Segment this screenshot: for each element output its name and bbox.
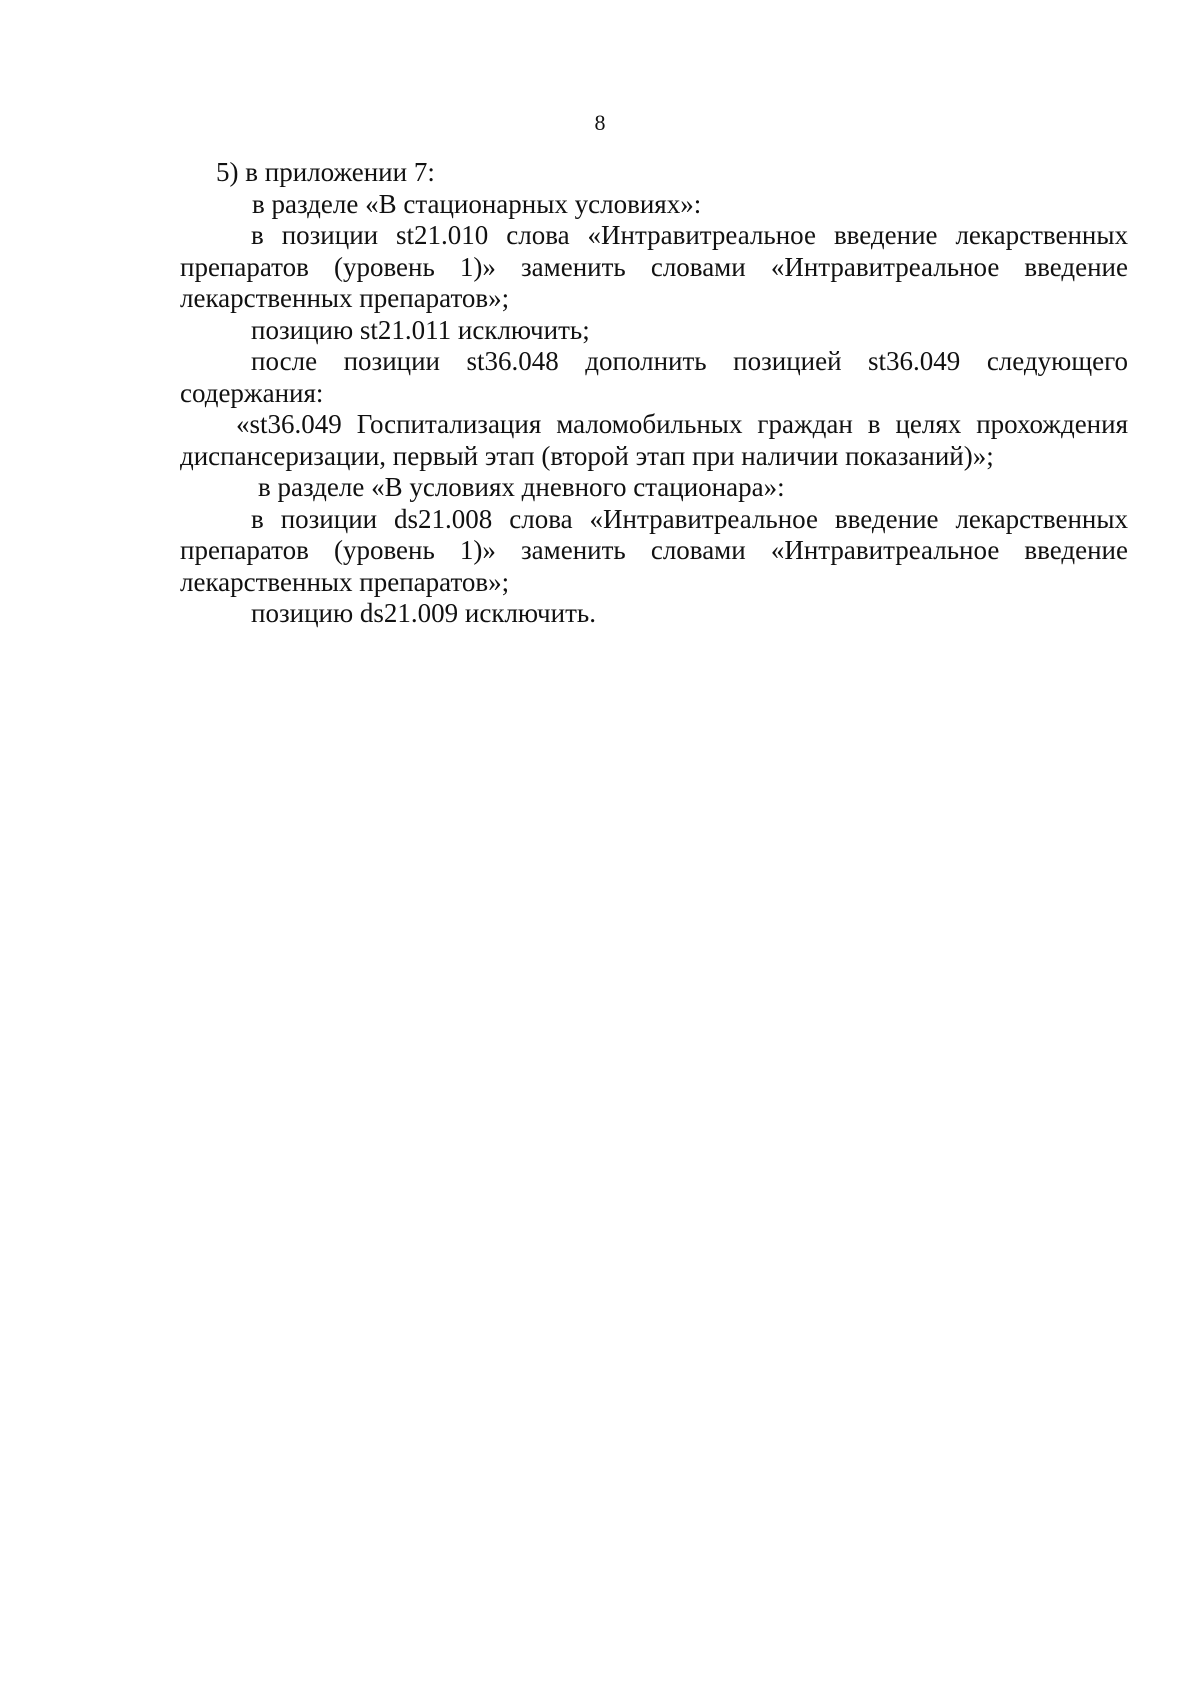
- section-day-hospital-heading: в разделе «В условиях дневного стационара»:: [258, 472, 785, 502]
- paragraph-ds21-008-line-1: в позиции ds21.008 слова «Интравитреальное введение лекарственных: [251, 503, 1128, 534]
- paragraph-st21-010-line-2: препаратов (уровень 1)» заменить словами «Интравитреальное введение: [180, 251, 1128, 282]
- document-body: [180, 157, 1128, 630]
- paragraph-ds21-009: позицию ds21.009 исключить.: [251, 598, 596, 628]
- paragraph-st21-010-line-1: в позиции st21.010 слова «Интравитреальное введение лекарственных: [251, 220, 1128, 250]
- quote-st36-049-line-2: диспансеризации, первый этап (второй этап при наличии показаний)»;: [180, 440, 994, 471]
- quote-st36-049-line-1: «st36.049 Госпитализация маломобильных граждан в целях прохождения: [236, 409, 1128, 439]
- item-5-heading: 5) в приложении 7:: [216, 157, 435, 187]
- section-inpatient-heading: в разделе «В стационарных условиях»:: [252, 188, 702, 219]
- paragraph-ds21-008-line-3: лекарственных препаратов»;: [180, 566, 510, 597]
- paragraph-st36-048-line-1: после позиции st36.048 дополнить позицией st36.049 следующего: [251, 346, 1128, 376]
- page-number: 8: [594, 110, 606, 135]
- paragraph-st21-010-line-3: лекарственных препаратов»;: [180, 283, 510, 313]
- paragraph-ds21-008-line-2: препаратов (уровень 1)» заменить словами «Интравитреальное введение: [180, 535, 1128, 565]
- paragraph-st36-048-line-2: содержания:: [180, 377, 324, 408]
- paragraph-st21-011: позицию st21.011 исключить;: [251, 314, 590, 345]
